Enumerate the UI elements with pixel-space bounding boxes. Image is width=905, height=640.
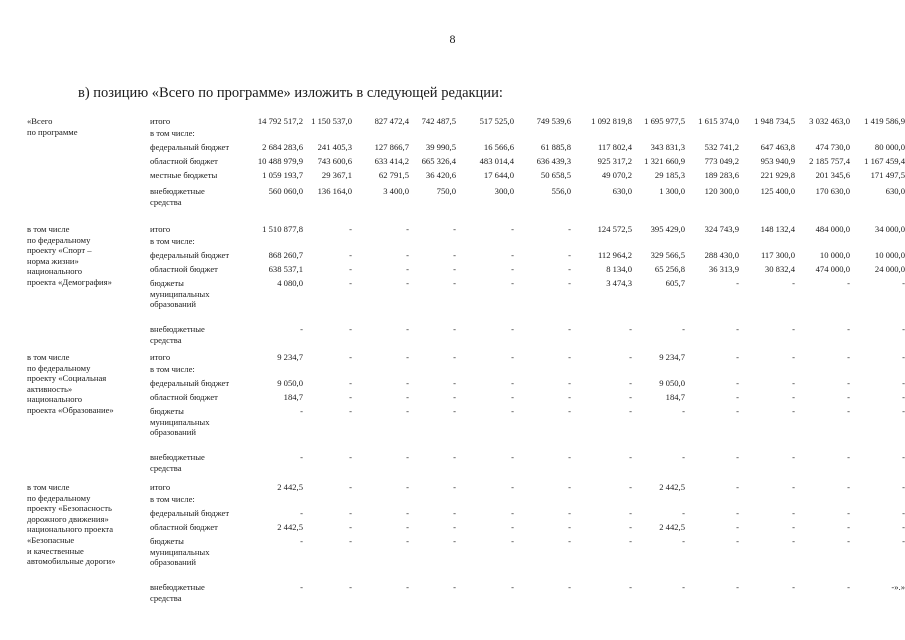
row-label: бюджеты муниципальных образований: [150, 406, 210, 438]
value-cell: 36 313,9: [708, 264, 739, 274]
value-cell: -: [568, 224, 571, 234]
value-cell: -: [511, 378, 514, 388]
value-cell: 630,0: [885, 186, 905, 196]
value-cell: -: [568, 406, 571, 416]
value-cell: -: [792, 278, 795, 288]
value-cell: -: [792, 406, 795, 416]
row-label: федеральный бюджет: [150, 142, 230, 152]
value-cell: 300,0: [494, 186, 514, 196]
value-cell: -: [568, 582, 571, 592]
value-cell: 560 060,0: [268, 186, 303, 196]
value-cell: -: [736, 452, 739, 462]
value-cell: -: [406, 264, 409, 274]
value-cell: 474 730,0: [815, 142, 850, 152]
value-cell: 2 442,5: [659, 482, 685, 492]
value-cell: -: [406, 324, 409, 334]
value-cell: -: [453, 224, 456, 234]
value-cell: -: [568, 278, 571, 288]
value-cell: -: [406, 482, 409, 492]
value-cell: 80 000,0: [874, 142, 905, 152]
row-label: итого: [150, 482, 171, 492]
value-cell: 343 831,3: [650, 142, 685, 152]
value-cell: 1 419 586,9: [864, 116, 905, 126]
value-cell: 605,7: [665, 278, 685, 288]
value-cell: -: [736, 278, 739, 288]
value-cell: -: [349, 392, 352, 402]
value-cell: 184,7: [283, 392, 303, 402]
value-cell: 556,0: [551, 186, 571, 196]
value-cell: -: [406, 536, 409, 546]
value-cell: -: [453, 536, 456, 546]
value-cell: -: [902, 522, 905, 532]
value-cell: 14 792 517,2: [257, 116, 303, 126]
value-cell: 8 134,0: [606, 264, 632, 274]
value-cell: 117 802,4: [597, 142, 632, 152]
row-label: областной бюджет: [150, 522, 218, 532]
value-cell: 30 832,4: [764, 264, 795, 274]
row-label: внебюджетные средства: [150, 582, 205, 603]
value-cell: -: [568, 522, 571, 532]
value-cell: -: [349, 264, 352, 274]
block-title-line: и качественные: [27, 545, 84, 556]
value-cell: -: [847, 352, 850, 362]
value-cell: -: [406, 250, 409, 260]
value-cell: -: [682, 508, 685, 518]
block-title-line: проекта «Демография»: [27, 277, 112, 287]
value-cell: -: [902, 352, 905, 362]
value-cell: -: [629, 352, 632, 362]
value-cell: 288 430,0: [704, 250, 739, 260]
row-label: бюджеты муниципальных образований: [150, 536, 210, 568]
value-cell: -: [847, 508, 850, 518]
value-cell: -: [682, 582, 685, 592]
block-title-line: проекту «Безопасность: [27, 503, 112, 514]
value-cell: -: [736, 522, 739, 532]
value-cell: -: [847, 278, 850, 288]
block-title-line: национального: [27, 394, 83, 405]
value-cell: -: [453, 452, 456, 462]
value-cell: 3 474,3: [606, 278, 632, 288]
row-label: внебюджетные средства: [150, 186, 205, 207]
value-cell: 62 791,5: [378, 170, 409, 180]
value-cell: -: [902, 482, 905, 492]
value-cell: -: [902, 324, 905, 334]
value-cell: -: [792, 392, 795, 402]
value-cell: -: [568, 378, 571, 388]
value-cell: 827 472,4: [374, 116, 409, 126]
value-cell: -: [568, 452, 571, 462]
block-title-line: «Безопасные: [27, 535, 75, 545]
value-cell: -: [792, 582, 795, 592]
value-cell: -: [568, 508, 571, 518]
value-cell: -: [629, 482, 632, 492]
value-cell: 201 345,6: [815, 170, 850, 180]
value-cell: -: [902, 536, 905, 546]
value-cell: -: [792, 482, 795, 492]
value-cell: -: [511, 250, 514, 260]
row-label: в том числе:: [150, 128, 195, 138]
value-cell: -: [349, 324, 352, 334]
value-cell: 743 600,6: [317, 156, 352, 166]
value-cell: -: [300, 582, 303, 592]
value-cell: -: [349, 536, 352, 546]
row-label: в том числе:: [150, 236, 195, 246]
value-cell: -: [349, 582, 352, 592]
value-cell: 868 260,7: [268, 250, 303, 260]
row-label: федеральный бюджет: [150, 250, 230, 260]
value-cell: 1 695 977,5: [644, 116, 685, 126]
value-cell: -: [568, 392, 571, 402]
value-cell: 329 566,5: [650, 250, 685, 260]
value-cell: -: [406, 378, 409, 388]
value-cell: 1 092 819,8: [591, 116, 632, 126]
block-title-line: норма жизни»: [27, 255, 79, 266]
value-cell: -: [736, 352, 739, 362]
block-title-line: проекту «Социальная: [27, 373, 107, 384]
value-cell: -: [902, 452, 905, 462]
value-cell: -: [406, 522, 409, 532]
value-cell: 4 080,0: [277, 278, 303, 288]
block-title-line: «Всего: [27, 116, 53, 126]
value-cell: -: [792, 536, 795, 546]
value-cell: 742 487,5: [421, 116, 456, 126]
value-cell: -: [406, 278, 409, 288]
value-cell: -: [300, 536, 303, 546]
value-cell: -: [453, 264, 456, 274]
value-cell: -: [629, 582, 632, 592]
value-cell: -: [511, 508, 514, 518]
value-cell: 1 059 193,7: [262, 170, 303, 180]
value-cell: 124 572,5: [597, 224, 632, 234]
value-cell: -: [453, 352, 456, 362]
value-cell: -: [511, 392, 514, 402]
value-cell: -: [902, 392, 905, 402]
value-cell: 2 442,5: [659, 522, 685, 532]
value-cell: 1 150 537,0: [311, 116, 352, 126]
value-cell: 189 283,6: [704, 170, 739, 180]
block-title-line: активность»: [27, 383, 73, 394]
block-title-line: автомобильные дороги»: [27, 556, 116, 567]
value-cell: 9 234,7: [659, 352, 685, 362]
value-cell: -: [300, 406, 303, 416]
value-cell: 517 525,0: [479, 116, 514, 126]
value-cell: -: [682, 406, 685, 416]
value-cell: -: [511, 324, 514, 334]
row-label: итого: [150, 116, 171, 126]
value-cell: 49 070,2: [601, 170, 632, 180]
value-cell: -: [300, 324, 303, 334]
value-cell: 532 741,2: [704, 142, 739, 152]
value-cell: 34 000,0: [874, 224, 905, 234]
block-title-line: дорожного движения»: [27, 513, 109, 524]
value-cell: -: [847, 378, 850, 388]
row-label: в том числе:: [150, 364, 195, 374]
value-cell: -: [682, 536, 685, 546]
value-cell: -: [629, 324, 632, 334]
value-cell: -: [847, 452, 850, 462]
value-cell: -: [511, 452, 514, 462]
value-cell: -: [349, 224, 352, 234]
value-cell: -: [568, 250, 571, 260]
value-cell: -: [511, 264, 514, 274]
value-cell: 10 000,0: [874, 250, 905, 260]
row-label: внебюджетные средства: [150, 324, 205, 345]
block-title-line: по программе: [27, 126, 78, 137]
value-cell: 112 964,2: [597, 250, 632, 260]
value-cell: 925 317,2: [597, 156, 632, 166]
value-cell: -: [629, 452, 632, 462]
value-cell: -: [736, 378, 739, 388]
value-cell: 395 429,0: [650, 224, 685, 234]
value-cell: -: [406, 392, 409, 402]
row-label: федеральный бюджет: [150, 378, 230, 388]
value-cell: -: [847, 392, 850, 402]
value-cell: 9 234,7: [277, 352, 303, 362]
value-cell: 324 743,9: [704, 224, 739, 234]
value-cell: -: [902, 278, 905, 288]
value-cell: 665 326,4: [421, 156, 456, 166]
value-cell: 120 300,0: [704, 186, 739, 196]
value-cell: -: [511, 536, 514, 546]
value-cell: -: [453, 378, 456, 388]
value-cell: 1 167 459,4: [864, 156, 905, 166]
block-title-line: проекта «Образование»: [27, 405, 114, 415]
block-title-line: национального проекта: [27, 524, 114, 535]
value-cell: -: [453, 250, 456, 260]
value-cell: 630,0: [612, 186, 632, 196]
value-cell: 3 400,0: [383, 186, 409, 196]
value-cell: -: [406, 582, 409, 592]
value-cell: 241 405,3: [317, 142, 352, 152]
block-title-line: проекту «Спорт –: [27, 245, 92, 256]
value-cell: -: [568, 536, 571, 546]
value-cell: 2 442,5: [277, 482, 303, 492]
value-cell: -: [349, 508, 352, 518]
value-cell: 29 185,3: [654, 170, 685, 180]
value-cell: 3 032 463,0: [809, 116, 850, 126]
value-cell: 16 566,6: [483, 142, 514, 152]
value-cell: -: [453, 582, 456, 592]
value-cell: 2 442,5: [277, 522, 303, 532]
value-cell: -: [847, 324, 850, 334]
value-cell: -: [511, 582, 514, 592]
value-cell: -: [349, 352, 352, 362]
value-cell: -: [736, 324, 739, 334]
value-cell: -: [568, 324, 571, 334]
value-cell: -: [349, 250, 352, 260]
value-cell: 1 510 877,8: [262, 224, 303, 234]
value-cell: -: [736, 536, 739, 546]
value-cell: 484 000,0: [815, 224, 850, 234]
value-cell: -: [847, 536, 850, 546]
value-cell: 171 497,5: [870, 170, 905, 180]
value-cell: -: [406, 508, 409, 518]
value-cell: -: [629, 406, 632, 416]
value-cell: -: [453, 324, 456, 334]
value-cell: 221 929,8: [760, 170, 795, 180]
value-cell: -: [902, 378, 905, 388]
value-cell: 636 439,3: [536, 156, 571, 166]
value-cell: 117 300,0: [760, 250, 795, 260]
value-cell: 483 014,4: [479, 156, 514, 166]
value-cell: 749 539,6: [536, 116, 571, 126]
value-cell: -: [349, 406, 352, 416]
block-title-line: национального: [27, 266, 83, 277]
block-title-line: по федеральному: [27, 492, 91, 503]
value-cell: -: [682, 324, 685, 334]
value-cell: -: [349, 482, 352, 492]
row-label: местные бюджеты: [150, 170, 218, 180]
value-cell: -: [792, 508, 795, 518]
value-cell: 638 537,1: [268, 264, 303, 274]
value-cell: -».»: [891, 582, 905, 592]
value-cell: 647 463,8: [760, 142, 795, 152]
value-cell: 10 000,0: [819, 250, 850, 260]
value-cell: 1 300,0: [659, 186, 685, 196]
value-cell: -: [453, 392, 456, 402]
value-cell: 127 866,7: [374, 142, 409, 152]
row-label: областной бюджет: [150, 392, 218, 402]
value-cell: -: [847, 522, 850, 532]
value-cell: 24 000,0: [874, 264, 905, 274]
value-cell: -: [792, 352, 795, 362]
value-cell: -: [847, 406, 850, 416]
value-cell: -: [736, 582, 739, 592]
value-cell: -: [847, 582, 850, 592]
block-title-line: по федеральному: [27, 234, 91, 245]
value-cell: -: [349, 522, 352, 532]
value-cell: -: [682, 452, 685, 462]
value-cell: -: [511, 482, 514, 492]
row-label: бюджеты муниципальных образований: [150, 278, 210, 310]
value-cell: -: [349, 452, 352, 462]
value-cell: -: [847, 482, 850, 492]
value-cell: -: [568, 352, 571, 362]
value-cell: 29 367,1: [321, 170, 352, 180]
value-cell: 953 940,9: [760, 156, 795, 166]
value-cell: -: [511, 522, 514, 532]
block-title-line: в том числе: [27, 482, 70, 492]
value-cell: 1 948 734,5: [754, 116, 795, 126]
value-cell: -: [511, 224, 514, 234]
value-cell: -: [568, 482, 571, 492]
value-cell: -: [511, 278, 514, 288]
value-cell: -: [453, 508, 456, 518]
page-number: 8: [449, 32, 456, 46]
value-cell: -: [736, 508, 739, 518]
value-cell: 36 420,6: [425, 170, 456, 180]
value-cell: -: [792, 324, 795, 334]
value-cell: -: [406, 224, 409, 234]
value-cell: 2 185 757,4: [809, 156, 850, 166]
value-cell: -: [629, 536, 632, 546]
row-label: итого: [150, 224, 171, 234]
row-label: областной бюджет: [150, 156, 218, 166]
amendment-heading: в) позицию «Всего по программе» изложить в следующей редакции:: [78, 85, 503, 101]
block-title-line: в том числе: [27, 352, 70, 362]
value-cell: -: [453, 482, 456, 492]
value-cell: -: [453, 522, 456, 532]
value-cell: -: [792, 378, 795, 388]
value-cell: -: [629, 378, 632, 388]
value-cell: 1 615 374,0: [698, 116, 739, 126]
value-cell: -: [406, 452, 409, 462]
value-cell: -: [406, 406, 409, 416]
value-cell: 50 658,5: [540, 170, 571, 180]
row-label: федеральный бюджет: [150, 508, 230, 518]
value-cell: -: [736, 392, 739, 402]
value-cell: -: [453, 406, 456, 416]
row-label: итого: [150, 352, 171, 362]
value-cell: -: [406, 352, 409, 362]
value-cell: 17 644,0: [483, 170, 514, 180]
value-cell: 61 885,8: [540, 142, 571, 152]
value-cell: 10 488 979,9: [257, 156, 303, 166]
block-title-line: по федеральному: [27, 362, 91, 373]
value-cell: 39 990,5: [425, 142, 456, 152]
value-cell: -: [736, 406, 739, 416]
block-title-line: в том числе: [27, 224, 70, 234]
value-cell: 633 414,2: [374, 156, 409, 166]
value-cell: -: [511, 352, 514, 362]
value-cell: 750,0: [436, 186, 456, 196]
value-cell: 125 400,0: [760, 186, 795, 196]
value-cell: 474 000,0: [815, 264, 850, 274]
value-cell: -: [792, 522, 795, 532]
value-cell: -: [629, 392, 632, 402]
value-cell: -: [568, 264, 571, 274]
value-cell: 9 050,0: [659, 378, 685, 388]
value-cell: 170 630,0: [815, 186, 850, 196]
value-cell: -: [453, 278, 456, 288]
value-cell: -: [629, 522, 632, 532]
value-cell: -: [902, 406, 905, 416]
value-cell: -: [349, 378, 352, 388]
value-cell: 773 049,2: [704, 156, 739, 166]
value-cell: -: [300, 508, 303, 518]
value-cell: 65 256,8: [654, 264, 685, 274]
value-cell: 184,7: [665, 392, 685, 402]
value-cell: -: [629, 508, 632, 518]
value-cell: -: [300, 452, 303, 462]
value-cell: -: [902, 508, 905, 518]
value-cell: -: [511, 406, 514, 416]
value-cell: 2 684 283,6: [262, 142, 303, 152]
value-cell: -: [349, 278, 352, 288]
value-cell: -: [792, 452, 795, 462]
value-cell: 136 164,0: [317, 186, 352, 196]
value-cell: -: [736, 482, 739, 492]
value-cell: 148 132,4: [760, 224, 795, 234]
row-label: в том числе:: [150, 494, 195, 504]
value-cell: 9 050,0: [277, 378, 303, 388]
value-cell: 1 321 660,9: [644, 156, 685, 166]
row-label: областной бюджет: [150, 264, 218, 274]
row-label: внебюджетные средства: [150, 452, 205, 473]
